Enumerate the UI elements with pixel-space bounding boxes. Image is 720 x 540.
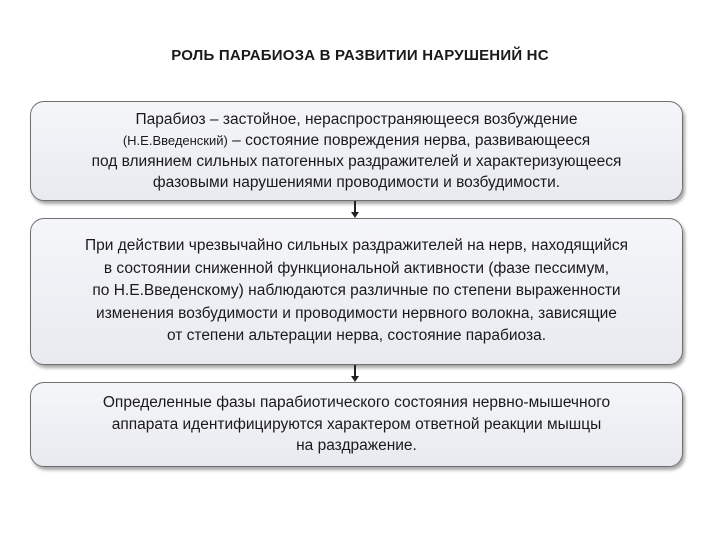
box-line: по Н.Е.Введенскому) наблюдаются различные по степени выраженности [92,282,621,300]
page-title: РОЛЬ ПАРАБИОЗА В РАЗВИТИИ НАРУШЕНИЙ НС [171,47,549,64]
box-line: При действии чрезвычайно сильных раздражителей на нерв, находящийся [85,237,628,255]
box-line: изменения возбудимости и проводимости нервного волокна, зависящие [96,304,617,322]
box-line: аппарата идентифицируются характером ответной реакции мышцы [111,415,602,433]
connector-arrow [354,365,356,382]
box-line-fragment: – состояние повреждения нерва, развивающееся [227,132,591,149]
mechanism-box [30,218,683,365]
author-reference: (Н.Е.Введенский) [122,133,228,148]
definition-box [30,101,683,201]
box-line: Парабиоз – застойное, нераспространяющееся возбуждение [135,111,578,128]
box-line: на раздражение. [296,437,417,455]
box-line: фазовыми нарушениями проводимости и возбудимости. [152,174,561,191]
box-line-composite [123,130,590,151]
connector-arrow [354,201,356,218]
box-line: под влиянием сильных патогенных раздражителей и характеризующееся [91,153,622,170]
box-line: в состоянии сниженной функциональной активности (фазе пессимум, [103,259,610,277]
box-line: Определенные фазы парабиотического состояния нервно-мышечного [102,394,611,412]
phases-box [30,382,683,467]
box-line: от степени альтерации нерва, состояние парабиоза. [166,327,547,345]
